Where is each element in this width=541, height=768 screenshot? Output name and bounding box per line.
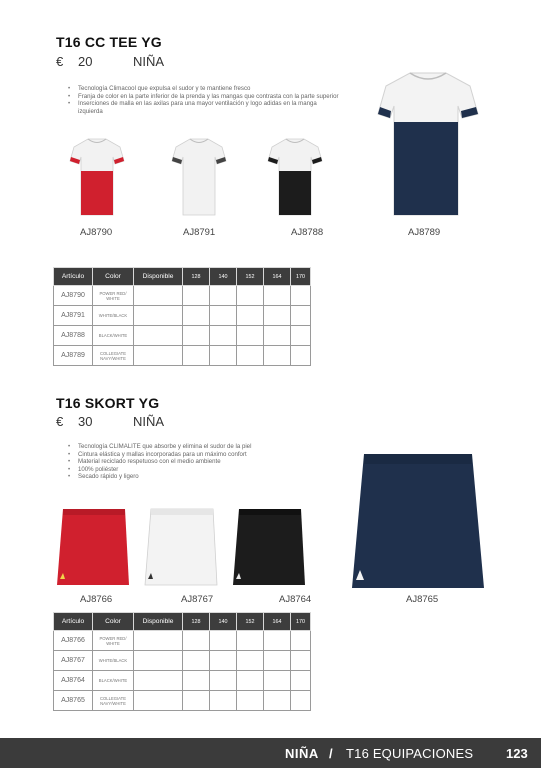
disponible-cell xyxy=(134,651,183,671)
disponible-cell xyxy=(134,671,183,691)
table-header-row xyxy=(54,613,311,631)
size-cell xyxy=(183,286,210,306)
tshirt-red-white-icon xyxy=(68,137,126,217)
tee-title: T16 CC TEE YG xyxy=(56,34,162,50)
articulo-cell: AJ8788 xyxy=(54,326,93,346)
size-cell xyxy=(210,651,237,671)
skort-size-table xyxy=(53,612,311,711)
disponible-cell xyxy=(134,286,183,306)
skort-navy-icon xyxy=(350,452,486,590)
color-cell: BLACK/WHITE xyxy=(93,671,134,691)
size-cell xyxy=(264,346,291,366)
header-disponible: Disponible xyxy=(134,613,183,631)
tee-price-row xyxy=(56,54,164,69)
page-number: 123 xyxy=(506,746,528,761)
tshirt-navy-white-icon xyxy=(376,70,480,218)
size-cell xyxy=(183,326,210,346)
size-cell xyxy=(291,306,311,326)
size-cell xyxy=(210,346,237,366)
articulo-cell: AJ8789 xyxy=(54,346,93,366)
size-cell xyxy=(264,306,291,326)
skort-title: T16 SKORT YG xyxy=(56,395,160,411)
header-color: Color xyxy=(93,268,134,286)
tee-currency: € xyxy=(56,54,64,69)
tee-price: 20 xyxy=(78,54,93,69)
size-cell xyxy=(237,651,264,671)
color-cell: BLACK/WHITE xyxy=(93,326,134,346)
size-cell xyxy=(237,631,264,651)
skort-price-row xyxy=(56,414,164,429)
disponible-cell xyxy=(134,691,183,711)
size-cell xyxy=(237,306,264,326)
skort-gender: NIÑA xyxy=(133,414,165,429)
header-size-128: 128 xyxy=(183,613,210,631)
header-size-140: 140 xyxy=(210,613,237,631)
skort-feature-list xyxy=(68,443,343,481)
size-cell xyxy=(210,326,237,346)
tshirt-black-white-icon xyxy=(266,137,324,217)
size-cell xyxy=(183,651,210,671)
table-row xyxy=(54,306,311,326)
articulo-cell: AJ8767 xyxy=(54,651,93,671)
size-cell xyxy=(291,326,311,346)
articulo-cell: AJ8765 xyxy=(54,691,93,711)
footer-section: NIÑA xyxy=(285,746,319,761)
header-color: Color xyxy=(93,613,134,631)
product-code-aj8791: AJ8791 xyxy=(183,227,216,238)
size-cell xyxy=(264,671,291,691)
product-code-aj8767: AJ8767 xyxy=(181,594,214,605)
table-row xyxy=(54,691,311,711)
size-cell xyxy=(210,691,237,711)
articulo-cell: AJ8766 xyxy=(54,631,93,651)
articulo-cell: AJ8790 xyxy=(54,286,93,306)
table-row xyxy=(54,631,311,651)
skort-black-icon xyxy=(231,507,309,587)
skort-feature-2: • Cintura elástica y mallas incorporadas para un máximo confort xyxy=(68,451,343,459)
size-cell xyxy=(291,651,311,671)
skort-red-icon xyxy=(55,507,133,587)
size-cell xyxy=(210,631,237,651)
product-code-aj8766: AJ8766 xyxy=(80,594,113,605)
tee-size-table xyxy=(53,267,311,366)
product-code-aj8764: AJ8764 xyxy=(279,594,312,605)
size-cell xyxy=(264,691,291,711)
footer-subtitle: T16 EQUIPACIONES xyxy=(346,746,474,761)
color-cell: COLLEGIATE NAVY/WHITE xyxy=(93,346,134,366)
header-size-164: 164 xyxy=(264,613,291,631)
size-cell xyxy=(183,691,210,711)
size-cell xyxy=(291,671,311,691)
disponible-cell xyxy=(134,346,183,366)
table-row xyxy=(54,651,311,671)
header-size-164: 164 xyxy=(264,268,291,286)
table-row xyxy=(54,326,311,346)
size-cell xyxy=(291,286,311,306)
size-cell xyxy=(264,326,291,346)
header-disponible: Disponible xyxy=(134,268,183,286)
header-size-152: 152 xyxy=(237,268,264,286)
size-cell xyxy=(264,631,291,651)
product-code-aj8765: AJ8765 xyxy=(406,594,439,605)
size-cell xyxy=(183,346,210,366)
tee-feature-2: • Franja de color en la parte inferior de la prenda y las mangas que contrasta con la parte superior xyxy=(68,93,343,101)
header-size-140: 140 xyxy=(210,268,237,286)
articulo-cell: AJ8791 xyxy=(54,306,93,326)
tee-feature-3: • Inserciones de malla en las axilas para una mayor ventilación y logo adidas en la manga izquierda xyxy=(68,100,343,115)
table-row xyxy=(54,346,311,366)
articulo-cell: AJ8764 xyxy=(54,671,93,691)
product-code-aj8789: AJ8789 xyxy=(408,227,441,238)
skort-price: 30 xyxy=(78,414,93,429)
header-size-128: 128 xyxy=(183,268,210,286)
product-code-aj8788: AJ8788 xyxy=(291,227,324,238)
skort-feature-1: • Tecnología CLIMALITE que absorbe y elimina el sudor de la piel xyxy=(68,443,343,451)
table-row xyxy=(54,671,311,691)
header-size-152: 152 xyxy=(237,613,264,631)
size-cell xyxy=(264,286,291,306)
product-code-aj8790: AJ8790 xyxy=(80,227,113,238)
tee-gender: NIÑA xyxy=(133,54,165,69)
color-cell: POWER RED/ WHITE xyxy=(93,631,134,651)
size-cell xyxy=(183,306,210,326)
page-footer xyxy=(0,738,541,768)
skort-feature-3: • Material reciclado respetuoso con el medio ambiente xyxy=(68,458,343,466)
table-header-row xyxy=(54,268,311,286)
skort-feature-4: • 100% poliéster xyxy=(68,466,343,474)
disponible-cell xyxy=(134,326,183,346)
color-cell: WHITE/BLACK xyxy=(93,306,134,326)
disponible-cell xyxy=(134,306,183,326)
size-cell xyxy=(291,691,311,711)
tee-feature-1: • Tecnología Climacool que expulsa el sudor y te mantiene fresco xyxy=(68,85,343,93)
header-size-170: 170 xyxy=(291,268,311,286)
color-cell: COLLEGIATE NAVY/WHITE xyxy=(93,691,134,711)
size-cell xyxy=(210,286,237,306)
tshirt-white-icon xyxy=(170,137,228,217)
tee-feature-list xyxy=(68,85,343,115)
skort-currency: € xyxy=(56,414,64,429)
size-cell xyxy=(183,631,210,651)
header-size-170: 170 xyxy=(291,613,311,631)
size-cell xyxy=(210,671,237,691)
skort-feature-5: • Secado rápido y ligero xyxy=(68,473,343,481)
size-cell xyxy=(210,306,237,326)
size-cell xyxy=(264,651,291,671)
table-row xyxy=(54,286,311,306)
header-articulo: Artículo xyxy=(54,613,93,631)
disponible-cell xyxy=(134,631,183,651)
header-articulo: Artículo xyxy=(54,268,93,286)
skort-white-icon xyxy=(143,507,221,587)
footer-separator: / xyxy=(329,746,333,761)
size-cell xyxy=(237,691,264,711)
size-cell xyxy=(183,671,210,691)
size-cell xyxy=(237,346,264,366)
size-cell xyxy=(291,631,311,651)
color-cell: POWER RED/ WHITE xyxy=(93,286,134,306)
size-cell xyxy=(237,286,264,306)
size-cell xyxy=(291,346,311,366)
color-cell: WHITE/BLACK xyxy=(93,651,134,671)
size-cell xyxy=(237,326,264,346)
size-cell xyxy=(237,671,264,691)
